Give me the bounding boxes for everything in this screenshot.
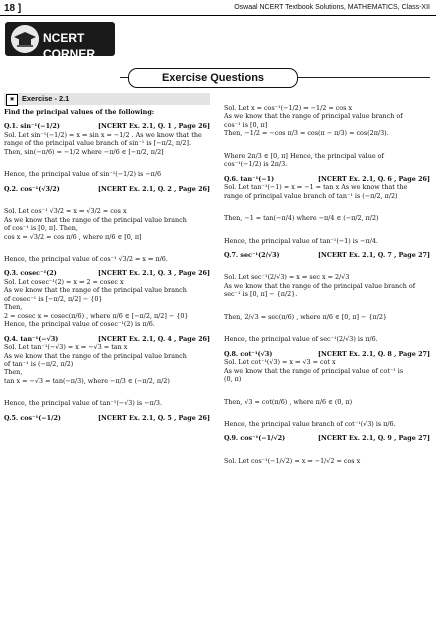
solution-line [4, 320, 210, 328]
solution-line [224, 420, 430, 428]
question-line [224, 434, 430, 442]
solution-line [224, 160, 430, 168]
solution-line [224, 358, 430, 366]
spacer [4, 241, 210, 255]
line-text: Q.4. tan⁻¹(−√3) [4, 334, 59, 343]
question-line [4, 269, 210, 277]
line-text: of tan⁻¹ is (−π/2, π/2) [4, 359, 74, 368]
solution-line [4, 286, 210, 294]
line-text: Then, 2/√3 = sec(π/6) , where π/6 ∈ [0, π] − {π/2} [224, 312, 387, 321]
spacer [224, 200, 430, 214]
line-text: Sol. Let cos⁻¹(−1/√2) = x ⇒ −1/√2 = cos x [224, 456, 361, 465]
line-text: Hence, the principal value of sin⁻¹(−1/2) is −π/6 [4, 170, 162, 179]
question-line [224, 175, 430, 183]
line-text: Sol. Let sin⁻¹(−1/2) = x ⇒ sin x = −1/2 . As we know that the [4, 130, 202, 139]
line-text: cos x = √3/2 = cos π/6 , where π/6 ∈ [0, π] [4, 232, 142, 241]
ncert-reference: [NCERT Ex. 2.1, Q. 2 , Page 26] [98, 184, 210, 193]
question-line [224, 251, 430, 259]
line-text: sec⁻¹ is [0, π] − {π/2}. [224, 290, 298, 299]
banner-title: NCERT CORNER [43, 31, 96, 61]
solution-line [224, 290, 430, 298]
ncert-reference: [NCERT Ex. 2.1, Q. 3 , Page 26] [98, 269, 210, 278]
solution-line [224, 282, 430, 290]
line-text: cos⁻¹ is [0, π] [224, 120, 268, 129]
line-text: Hence, the principal value branch of cot⁻¹(√3) is π/6. [224, 419, 396, 428]
instruction: Find the principal values of the following: [4, 108, 155, 116]
line-text: As we know that the range of the principal value branch of [224, 281, 416, 290]
line-text: Then, [4, 368, 23, 377]
line-text: Q.9. cos⁻¹(−1/√2) [224, 434, 286, 443]
line-text: Hence, the principal value of cos⁻¹ √3/2 = x ⇒ π/6. [4, 254, 168, 263]
line-text: Q.3. cosec⁻¹(2) [4, 269, 57, 278]
ncert-corner-banner [5, 22, 115, 61]
line-text: Sol. Let tan⁻¹(−√3) = x ⇒ −√3 = tan x [4, 343, 128, 352]
solution-line [224, 121, 430, 129]
line-text: Where 2π/3 ∈ [0, π] Hence, the principal value of [224, 151, 384, 160]
spacer [224, 406, 430, 420]
line-text: Then, −1 = tan(−π/4) where −π/4 ∈ (−π/2, π/2) [224, 214, 379, 223]
spacer [224, 443, 430, 457]
solution-line [4, 312, 210, 320]
solution-line [4, 170, 210, 178]
solution-line [224, 398, 430, 406]
question-line [4, 185, 210, 193]
solution-line [4, 360, 210, 368]
page-header [0, 0, 436, 16]
solution-line [4, 278, 210, 286]
line-text: Q.8. cot⁻¹(√3) [224, 349, 273, 358]
ncert-reference: [NCERT Ex. 2.1, Q. 1 , Page 26] [98, 122, 210, 131]
solution-line [4, 399, 210, 407]
line-text: Q.6. tan⁻¹(−1) [224, 174, 275, 183]
line-text: Sol. Let cosec⁻¹(2) = x ⇒ 2 = cosec x [4, 277, 124, 286]
question-line [4, 335, 210, 343]
line-text: Sol. Let x = cos⁻¹(−1/2) ⇒ −1/2 = cos x [224, 104, 353, 112]
solution-line [4, 139, 210, 147]
book-icon: ▣ [6, 94, 18, 106]
solution-line [224, 104, 430, 112]
solution-line [4, 377, 210, 385]
spacer [224, 384, 430, 398]
solution-line [4, 343, 210, 351]
line-text: Sol. Let sec⁻¹(2/√3) = x ⇒ sec x = 2/√3 [224, 273, 350, 282]
spacer [4, 385, 210, 399]
solution-line [224, 273, 430, 281]
line-text: Hence, the principal value of sec⁻¹(2/√3) is π/6. [224, 335, 378, 344]
spacer [224, 299, 430, 313]
solution-line [224, 183, 430, 191]
spacer [224, 321, 430, 335]
solution-line [4, 303, 210, 311]
solution-line [4, 233, 210, 241]
spacer [224, 259, 430, 273]
solution-line [4, 295, 210, 303]
ncert-reference: [NCERT Ex. 2.1, Q. 8 , Page 27] [318, 349, 430, 358]
line-text: Sol. Let cot⁻¹(√3) = x ⇒ √3 = cot x [224, 358, 336, 367]
line-text: As we know that the range of principal value of cot⁻¹ is [224, 366, 404, 375]
line-text: range of the principal value branch of sin⁻¹ is [−π/2, π/2]. [4, 139, 192, 148]
line-text: As we know that the range of the principal value branch [4, 286, 187, 295]
spacer [224, 138, 430, 152]
ncert-reference: [NCERT Ex. 2.1, Q. 7 , Page 27] [318, 250, 430, 259]
question-line [4, 122, 210, 130]
line-text: (0, π) [224, 375, 242, 384]
line-text: range of principal value branch of tan⁻¹ is (−π/2, π/2) [224, 191, 398, 200]
book-title: Oswaal NCERT Textbook Solutions, MATHEMATICS, Class-XII [234, 4, 430, 11]
solution-line [224, 152, 430, 160]
spacer [4, 193, 210, 207]
line-text: Q.1. sin⁻¹(−1/2) [4, 122, 60, 131]
solution-line [224, 192, 430, 200]
line-text: Then, [4, 303, 23, 312]
line-text: As we know that the range of the principal value branch [4, 351, 187, 360]
line-text: As we know that the range of principal value branch of [224, 112, 403, 121]
line-text: 2 = cosec x = cosec(π/6) , where π/6 ∈ [−π/2, π/2] − {0} [4, 311, 189, 320]
line-text: of cos⁻¹ is [0, π]. Then, [4, 224, 78, 233]
line-text: Sol. Let tan⁻¹(−1) = x ⇒ −1 = tan x As we know that the [224, 183, 408, 192]
ncert-reference: [NCERT Ex. 2.1, Q. 4 , Page 26] [98, 334, 210, 343]
ncert-reference: [NCERT Ex. 2.1, Q. 5 , Page 26] [98, 413, 210, 422]
ncert-reference: [NCERT Ex. 2.1, Q. 9 , Page 27] [318, 434, 430, 443]
solution-line [4, 216, 210, 224]
line-text: Hence, the principal value of cosec⁻¹(2) is π/6. [4, 320, 155, 329]
question-line [224, 350, 430, 358]
line-text: Then, √3 = cot(π/6) , where π/6 ∈ (0, π) [224, 397, 353, 406]
solution-line [224, 129, 430, 137]
line-text: tan x = −√3 = tan(−π/3), where −π/3 ∈ (−π/2, π/2) [4, 376, 170, 385]
line-text: Hence, the principal value of tan⁻¹(−√3) is −π/3. [4, 399, 163, 408]
line-text: Then, sin(−π/6) = −1/2 where −π/6 ∈ [−π/2, π/2] [4, 147, 164, 156]
page-number: 18 ] [4, 3, 22, 14]
question-line [4, 414, 210, 422]
solution-line [4, 224, 210, 232]
exercise-bar [4, 93, 210, 105]
solution-line [224, 367, 430, 375]
line-text: of cosec⁻¹ is [−π/2, π/2] − {0} [4, 294, 103, 303]
line-text: Sol. Let cos⁻¹ √3/2 = x ⇒ √3/2 = cos x [4, 207, 127, 216]
solution-line [4, 255, 210, 263]
line-text: cos⁻¹(−1/2) is 2π/3. [224, 160, 288, 169]
line-text: Hence, the principal value of tan⁻¹(−1) is −π/4. [224, 236, 378, 245]
line-text: Q.2. cos⁻¹(√3/2) [4, 184, 60, 193]
solution-line [4, 148, 210, 156]
solution-line [4, 368, 210, 376]
line-text: Q.7. sec⁻¹(2/√3) [224, 250, 280, 259]
solution-line [224, 313, 430, 321]
solution-line [224, 112, 430, 120]
header-rule [0, 15, 436, 16]
section-title: Exercise Questions [128, 68, 298, 88]
left-column [4, 108, 210, 422]
line-text: As we know that the range of the principal value branch [4, 215, 187, 224]
right-column [224, 104, 430, 465]
solution-line [224, 237, 430, 245]
exercise-label: Exercise - 2.1 [22, 94, 70, 103]
line-text: Q.5. cos⁻¹(−1/2) [4, 413, 61, 422]
spacer [224, 223, 430, 237]
solution-line [4, 352, 210, 360]
solution-line [4, 207, 210, 215]
spacer [4, 156, 210, 170]
ncert-reference: [NCERT Ex. 2.1, Q. 6 , Page 26] [318, 174, 430, 183]
graduation-cap-icon [11, 25, 39, 53]
solution-line [224, 375, 430, 383]
solution-line [224, 214, 430, 222]
solution-line [224, 457, 430, 465]
line-text: Then, −1/2 = −cos π/3 = cos(π − π/3) = cos(2π/3). [224, 129, 389, 138]
solution-line [224, 335, 430, 343]
solution-line [4, 131, 210, 139]
